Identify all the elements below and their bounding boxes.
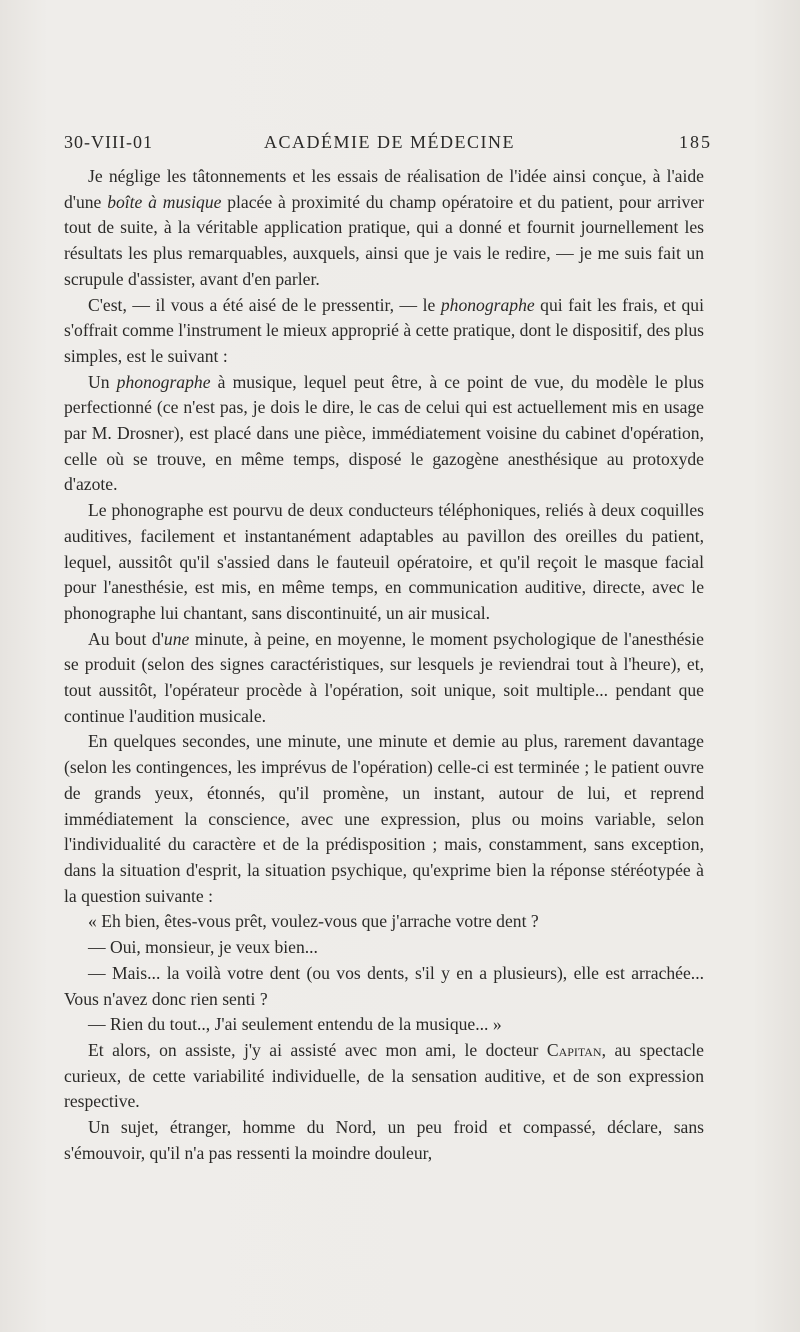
dialogue-line-2: — Oui, monsieur, je veux bien... bbox=[88, 937, 318, 958]
header-title: ACADÉMIE DE MÉDECINE bbox=[264, 132, 515, 152]
small-caps-name: Capitan bbox=[546, 1039, 602, 1060]
italic-phrase: phonographe bbox=[440, 294, 535, 315]
paragraph-8: Un sujet, étranger, homme du Nord, un peu froid et compassé, déclare, sans s'émouvoir, qu'il n'a pas ressenti la moindre douleur, bbox=[64, 1117, 704, 1163]
dialogue-line-4: — Rien du tout.., J'ai seulement entendu de la musique... » bbox=[88, 1014, 502, 1035]
dialogue-line-1: « Eh bien, êtes-vous prêt, voulez-vous que j'arrache votre dent ? bbox=[88, 911, 539, 932]
paragraph-7: Et alors, on assiste, j'y ai assisté avec mon ami, le docteur Capitan, au spectacle curieux, de cette variabilité individuelle, de la sensation auditive, et de son expression respective. bbox=[64, 1039, 704, 1112]
dialogue-line-3: — Mais... la voilà votre dent (ou vos dents, s'il y en a plusieurs), elle est arrachée... Vous n'avez donc rien senti ? bbox=[64, 962, 704, 1009]
paragraph-4: Le phonographe est pourvu de deux conducteurs téléphoniques, reliés à deux coquilles auditives, facilement et instantanément adaptables au pavillon des oreilles du patient, lequel, aussitôt qu'il s'assied dans le fauteuil opératoire, et qu'il reçoit le masque facial pour l'anesthésie, est mis, en même temps, en communication auditive, directe, avec le phonographe lui chantant, sans discontinuité, un air musical. bbox=[64, 500, 704, 623]
italic-phrase: une bbox=[163, 628, 190, 649]
paragraph-1: Je néglige les tâtonnements et les essais de réalisation de l'idée ainsi conçue, à l'aide d'une boîte à musique placée à proximité du champ opératoire et du patient, pour arriver tout de suite, à la véritable application pratique, qui a donné et fournit journellement les résultats les plus remarquables, auxquels, ainsi que je vais le redire, — je me suis fait un scrupule d'assister, avant d'en parler. bbox=[64, 166, 704, 289]
running-header bbox=[64, 132, 712, 162]
paragraph-5: Au bout d'une minute, à peine, en moyenne, le moment psychologique de l'anesthésie se produit (selon des signes caractéristiques, sur lesquels je reviendrai tout à l'heure), et, tout aussitôt, l'opérateur procède à l'opération, soit unique, soit multiple... pendant que continue l'audition musicale. bbox=[64, 628, 704, 726]
paragraph-3: Un phonographe à musique, lequel peut être, à ce point de vue, du modèle le plus perfectionné (ce n'est pas, je dois le dire, le cas de celui qui est actuellement mis en usage par M. Drosner), est placé dans une pièce, immédiatement voisine du cabinet d'opération, celle où se trouve, en même temps, disposé le gazogène anesthésique au protoxyde d'azote. bbox=[64, 371, 704, 495]
body-text bbox=[64, 164, 704, 1166]
paragraph-6: En quelques secondes, une minute, une minute et demie au plus, rarement davantage (selon les contingences, les imprévus de l'opération) celle-ci est terminée ; le patient ouvre de grands yeux, étonnés, qu'il promène, un instant, autour de lui, et reprend immédiatement la conscience, avec une expression, plus ou moins variable, selon l'individualité du caractère et de la prédisposition ; mais, constamment, sans exception, dans la situation d'esprit, la situation psychique, qu'exprime bien la réponse stéréotypée à la question suivante : bbox=[64, 731, 704, 906]
italic-phrase: phonographe bbox=[116, 371, 211, 392]
italic-phrase: boîte à musique bbox=[107, 191, 222, 212]
page-number: 185 bbox=[679, 132, 712, 152]
header-date: 30-VIII-01 bbox=[64, 132, 153, 152]
paragraph-2: C'est, — il vous a été aisé de le pressentir, — le phonographe qui fait les frais, et qui s'offrait comme l'instrument le mieux approprié à cette pratique, dont le dispositif, des plus simples, est le suivant : bbox=[64, 294, 704, 366]
